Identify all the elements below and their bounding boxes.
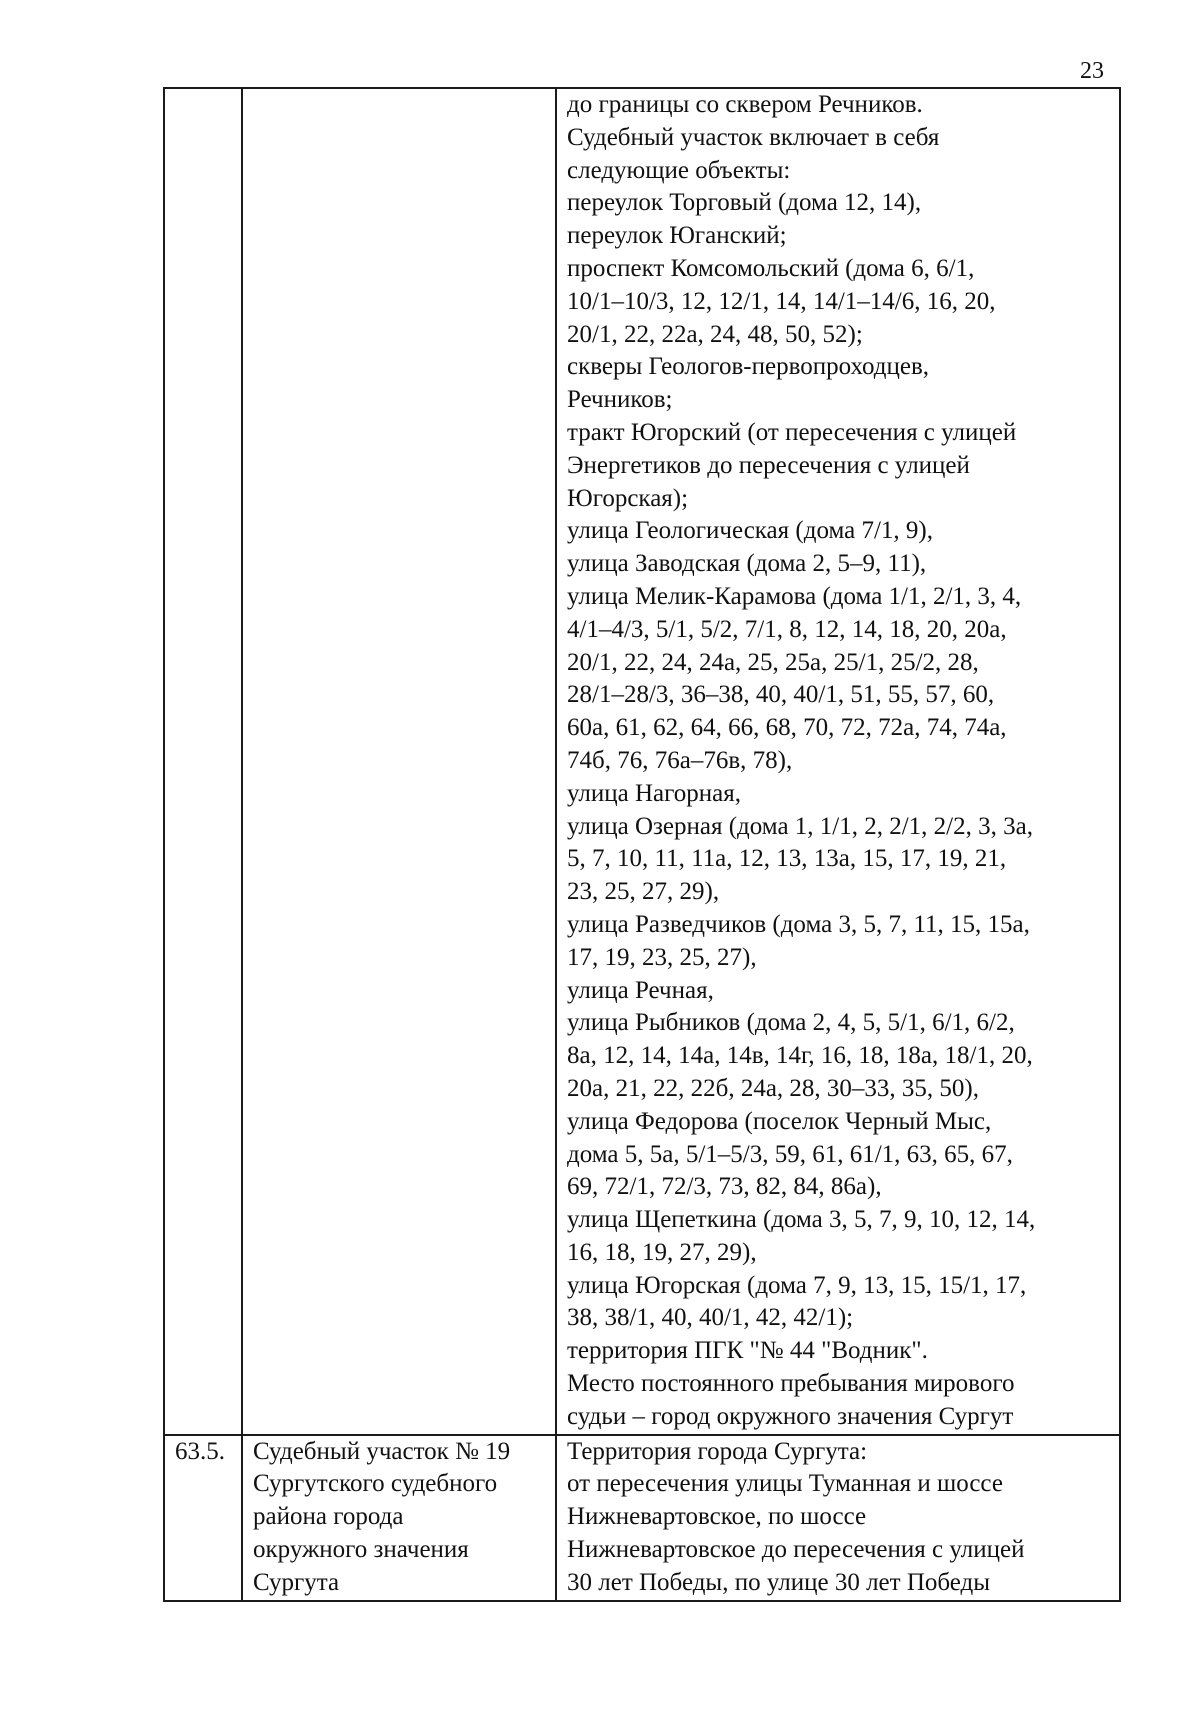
text-line: 30 лет Победы, по улице 30 лет Победы [567,1568,991,1596]
text-line: территория ПГК "№ 44 "Водник". [567,1337,928,1365]
text-line: 74б, 76, 76а–76в, 78), [567,746,793,774]
district-table [163,87,1121,1602]
text-line: 20/1, 22, 24, 24а, 25, 25а, 25/1, 25/2, 28, [567,648,979,676]
text-line: Нижневартовское до пересечения с улицей [567,1536,1025,1564]
text-line: 28/1–28/3, 36–38, 40, 40/1, 51, 55, 57, 60, [567,681,995,709]
page-number: 23 [1080,58,1104,84]
row-number-cell [164,1435,242,1601]
text-line: 17, 19, 23, 25, 27), [567,943,757,971]
text-line: 20а, 21, 22, 22б, 24а, 28, 30–33, 35, 50), [567,1074,979,1102]
text-line: Нижневартовское, по шоссе [567,1503,867,1531]
text-line: улица Речная, [567,976,714,1004]
text-line: Югорская); [567,484,689,512]
row-number: 63.5. [175,1437,225,1465]
text-line: 60а, 61, 62, 64, 66, 68, 70, 72, 72а, 74, 74а, [567,714,1007,742]
text-line: улица Нагорная, [567,779,741,807]
text-line: Судебный участок включает в себя [567,123,940,151]
text-line: района города [253,1503,404,1531]
text-line: тракт Югорский (от пересечения с улицей [567,418,1017,446]
text-line: 5, 7, 10, 11, 11а, 12, 13, 13а, 15, 17, 19, 21, [567,845,1007,873]
text-line: 10/1–10/3, 12, 12/1, 14, 14/1–14/6, 16, 20, [567,287,996,315]
text-line: 20/1, 22, 22а, 24, 48, 50, 52); [567,320,863,348]
text-line: проспект Комсомольский (дома 6, 6/1, [567,254,975,282]
text-line: 4/1–4/3, 5/1, 5/2, 7/1, 8, 12, 14, 18, 20, 20а, [567,615,1007,643]
table-row [164,1435,1120,1601]
text-line: Сургутского судебного [253,1470,498,1498]
text-line: переулок Юганский; [567,222,787,250]
text-line: Сургута [253,1568,340,1596]
text-line: до границы со сквером Речников. [567,91,923,118]
text-line: окружного значения [253,1536,469,1564]
text-line: дома 5, 5а, 5/1–5/3, 59, 61, 61/1, 63, 65, 67, [567,1140,1013,1168]
text-line: Энергетиков до пересечения с улицей [567,451,970,479]
row-number-cell [164,88,242,1435]
text-line: 23, 25, 27, 29), [567,878,720,906]
text-line: улица Геологическая (дома 7/1, 9), [567,517,933,545]
text-line: следующие объекты: [567,156,791,184]
text-line: Место постоянного пребывания мирового [567,1370,1015,1398]
text-line: улица Разведчиков (дома 3, 5, 7, 11, 15, 15а, [567,910,1030,938]
text-line: 8а, 12, 14, 14а, 14в, 14г, 16, 18, 18а, 18/1, 20, [567,1042,1033,1070]
text-line: улица Заводская (дома 2, 5–9, 11), [567,550,927,578]
district-name-cell [242,1435,556,1601]
district-name-cell [242,88,556,1435]
text-line: улица Озерная (дома 1, 1/1, 2, 2/1, 2/2, 3, 3а, [567,812,1033,840]
text-line: улица Федорова (поселок Черный Мыс, [567,1107,992,1135]
district-description-cell [556,88,1120,1435]
text-line: переулок Торговый (дома 12, 14), [567,189,922,217]
text-line: улица Рыбников (дома 2, 4, 5, 5/1, 6/1, 6/2, [567,1009,1015,1037]
table-row [164,88,1120,1435]
text-line: судьи – город окружного значения Сургут [567,1402,1014,1430]
text-line: скверы Геологов-первопроходцев, [567,353,930,381]
text-line: Судебный участок № 19 [253,1437,511,1465]
text-line: улица Щепеткина (дома 3, 5, 7, 9, 10, 12, 14, [567,1206,1036,1234]
district-description-cell [556,1435,1120,1601]
text-line: Территория города Сургута: [567,1437,868,1465]
text-line: 38, 38/1, 40, 40/1, 42, 42/1); [567,1304,854,1332]
text-line: 16, 18, 19, 27, 29), [567,1238,757,1266]
text-line: от пересечения улицы Туманная и шоссе [567,1470,1003,1498]
text-line: улица Мелик-Карамова (дома 1/1, 2/1, 3, 4, [567,582,1022,610]
text-line: улица Югорская (дома 7, 9, 13, 15, 15/1, 17, [567,1271,1027,1299]
text-line: 69, 72/1, 72/3, 73, 82, 84, 86а), [567,1173,882,1201]
text-line: Речников; [567,386,673,414]
